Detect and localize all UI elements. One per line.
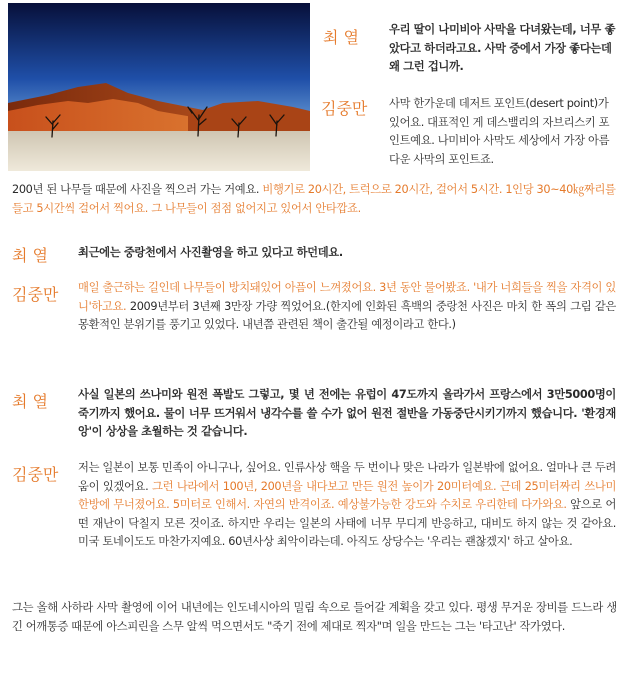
speaker-choi: 최 열 (12, 392, 48, 411)
answer-text: 사막 한가운데 데저트 포인트(desert point)가 있어요. 대표적인 게 데스밸리의 자브리스키 포인트예요. 나미비아 사막도 세상에서 가장 아름다운 사막의 포인트죠. (389, 97, 610, 166)
speaker-kim: 김중만 (12, 465, 59, 484)
answer-plain: 저는 일본이 보통 민족이 아니구나, 싶어요. 인류사상 핵을 두 번이나 맞은 나라가 일본밖에 없어요. 얼마나 큰 두려움이 있겠어요. (78, 461, 616, 493)
answer-text (78, 279, 616, 335)
answer-plain: 앞으로 어떤 재난이 닥칠지 모른 것이죠. 하지만 우리는 일본의 사태에 너무 무디게 반응하고, 대비도 하지 않는 것 같아요. 미국 토네이도도 마찬가지예요. 60년사상 최악이라는데. 아직도 상당수는 '우리는 괜찮겠지' 하고 살아요. (78, 498, 617, 548)
answer-continuation (12, 181, 617, 218)
answer-continuation-highlight: 비행기로 20시간, 트럭으로 20시간, 걸어서 5시간. 1인당 30~40㎏짜리를 들고 5시간씩 걸어서 찍어요. 그 나무들이 점점 없어지고 있어서 안타깝죠. (12, 183, 616, 215)
speaker-choi: 최 열 (323, 28, 359, 47)
speaker-choi: 최 열 (12, 246, 48, 265)
answer-text (78, 459, 616, 552)
question-text: 우리 딸이 나미비아 사막을 다녀왔는데, 너무 좋았다고 하더라고요. 사막 중에서 가장 좋다는데 왜 그런 겁니까. (389, 23, 616, 73)
answer-highlight: 매일 출근하는 길인데 나무들이 방치돼있어 아픔이 느껴졌어요. 3년 동안 물어봤죠. '내가 너희들을 찍을 자격이 있니'하고요. (78, 281, 616, 313)
speaker-kim: 김중만 (12, 285, 59, 304)
answer-continuation-plain: 200년 된 나무들 때문에 사진을 찍으러 가는 거예요. (12, 183, 260, 196)
desert-photo (8, 3, 310, 171)
answer-highlight: 그런 나라에서 100년, 200년을 내다보고 만든 원전 높이가 20미터예요. 근데 25미터짜리 쓰나미 한방에 무너졌어요. 5미터로 인해서. 자연의 반격이죠. 예상불가능한 강도와 수치로 우리한테 다가와요. (78, 479, 617, 511)
desert-sunset-image (8, 3, 310, 171)
answer-plain: 2009년부터 3년째 3만장 가량 찍었어요.(한지에 인화된 흑백의 중랑천 사진은 마치 한 폭의 그림 같은 몽환적인 분위기를 풍기고 있었다. 내년쯤 관련된 책이 출간될 예정이라고 한다.) (78, 299, 616, 331)
question-text: 최근에는 중랑천에서 사진촬영을 하고 있다고 하던데요. (78, 246, 343, 259)
closing-paragraph: 그는 올해 사하라 사막 촬영에 이어 내년에는 인도네시아의 밀림 속으로 들어갈 계획을 갖고 있다. 평생 무거운 장비를 드느라 생긴 어깨통증 때문에 아스피린을 스무 알씩 먹으면서도 "죽기 전에 제대로 찍자"며 일을 만드는 그는 '타고난' 작가였다. (12, 601, 617, 633)
question-text: 사실 일본의 쓰나미와 원전 폭발도 그렇고, 몇 년 전에는 유럽이 47도까지 올라가서 프랑스에서 3만5000명이 죽기까지 했어요. 물이 너무 뜨거워서 냉각수를 쓸 수가 없어 원전 절반을 가동중단시키기까지 했습니다. '환경재앙'이 상상을 초월하는 것 같습니다. (78, 388, 616, 438)
speaker-kim: 김중만 (321, 99, 368, 118)
